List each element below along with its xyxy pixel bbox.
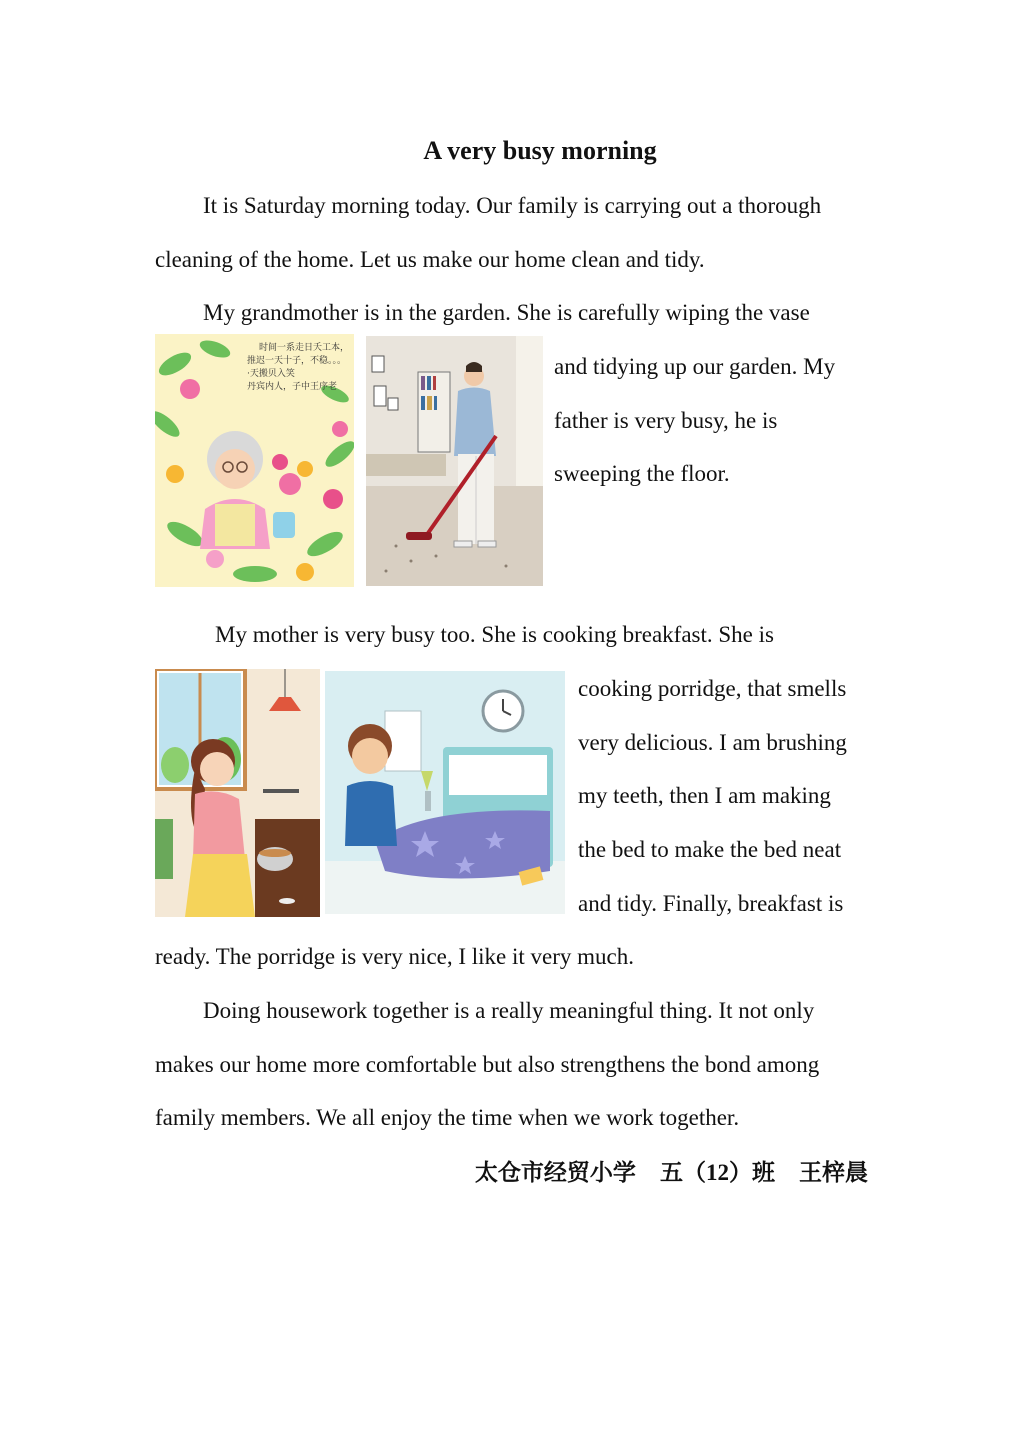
grade: 五	[659, 1160, 683, 1186]
paragraph-2-line-3: father is very busy, he is	[554, 408, 778, 433]
paragraph-3-line-7: ready. The porridge is very nice, I like it very much.	[155, 944, 635, 969]
father-vacuuming-illustration	[366, 336, 543, 586]
school-name: 太仓市经贸小学	[474, 1160, 636, 1186]
class-open: （	[682, 1160, 706, 1186]
paragraph-2-line-4: sweeping the floor.	[554, 461, 730, 486]
paragraph-2-line-1: My grandmother is in the garden. She is carefully wiping the vase	[203, 300, 810, 325]
grandmother-garden-illustration	[155, 334, 354, 587]
paragraph-3-line-1: My mother is very busy too. She is cooking breakfast. She is	[215, 622, 774, 647]
paragraph-3-line-5: the bed to make the bed neat	[578, 837, 842, 862]
mother-cooking-illustration	[155, 669, 320, 917]
author-name: 王梓晨	[799, 1160, 868, 1186]
paragraph-1-line-2: cleaning of the home. Let us make our home clean and tidy.	[155, 247, 705, 272]
paragraph-4-line-3: family members. We all enjoy the time when we work together.	[155, 1105, 740, 1130]
paragraph-3-line-2: cooking porridge, that smells	[578, 676, 847, 701]
paragraph-4-line-1: Doing housework together is a really meaningful thing. It not only	[203, 998, 815, 1023]
paragraph-4-line-2: makes our home more comfortable but also strengthens the bond among	[155, 1052, 820, 1077]
paragraph-3-line-6: and tidy. Finally, breakfast is	[578, 891, 844, 916]
caption-line-1: 时间一系走日夭工本，	[259, 343, 350, 353]
paragraph-2-line-2: and tidying up our garden. My	[554, 354, 836, 379]
boy-making-bed-illustration	[325, 671, 565, 914]
class-close: ）班	[728, 1160, 775, 1186]
essay-title: A very busy morning	[423, 136, 657, 165]
author-signature	[475, 1154, 868, 1187]
paragraph-3-line-4: my teeth, then I am making	[578, 783, 831, 808]
paragraph-1-line-1: It is Saturday morning today. Our family is carrying out a thorough	[203, 193, 822, 218]
caption-line-2: 推迟一天十子，不稳。。。	[247, 356, 347, 366]
paragraph-3-line-3: very delicious. I am brushing	[578, 730, 847, 755]
class-number: 12	[705, 1160, 729, 1185]
caption-line-3: ·天搬贝入笑	[247, 369, 295, 379]
caption-line-4: 丹宾内人，子中王序老	[247, 382, 338, 392]
